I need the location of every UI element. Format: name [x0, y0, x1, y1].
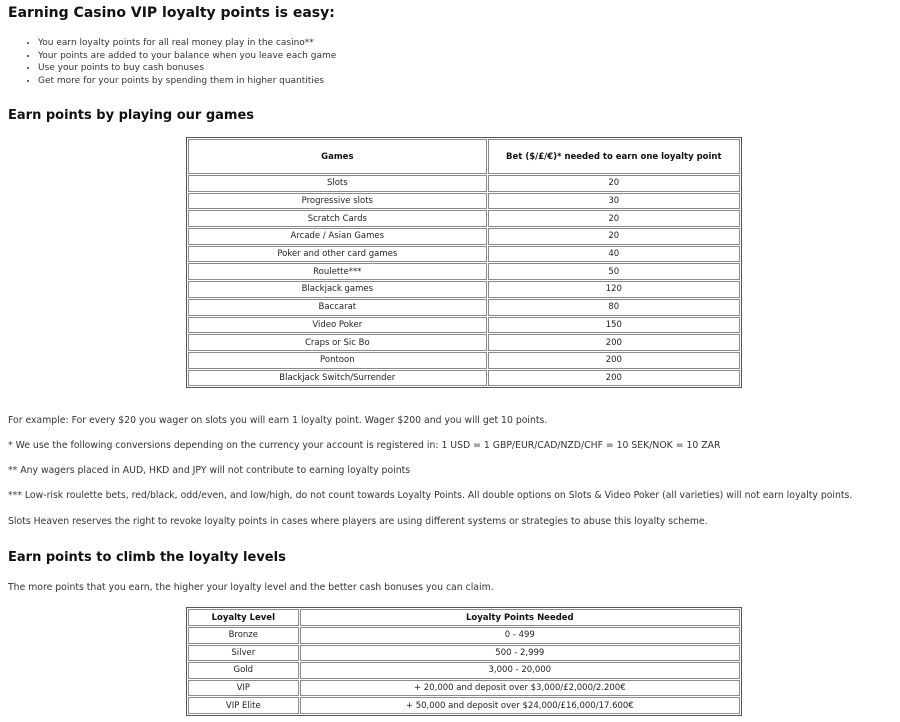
table-row — [188, 246, 740, 263]
loyalty-levels-table — [186, 607, 742, 716]
bet-value: 120 — [488, 281, 740, 298]
header-games: Games — [188, 139, 487, 174]
table-row — [188, 352, 740, 369]
table-row — [188, 680, 740, 697]
table-row — [188, 370, 740, 387]
points-needed: 500 - 2,999 — [300, 645, 740, 662]
game-name: Poker and other card games — [188, 246, 487, 263]
table-row — [188, 334, 740, 351]
bet-value: 200 — [488, 370, 740, 387]
game-name: Pontoon — [188, 352, 487, 369]
bet-value: 200 — [488, 334, 740, 351]
table-row — [188, 299, 740, 316]
game-name: Blackjack Switch/Surrender — [188, 370, 487, 387]
game-name: Baccarat — [188, 299, 487, 316]
game-name: Slots — [188, 175, 487, 192]
points-needed: 0 - 499 — [300, 627, 740, 644]
low-risk-bets-note: *** Low-risk roulette bets, red/black, odd/even, and low/high, do not count towards Loyalty Points. All double options on Slots & Video Poker (all varieties) will not earn loyalty points. — [8, 490, 853, 501]
game-name: Craps or Sic Bo — [188, 334, 487, 351]
bet-value: 30 — [488, 193, 740, 210]
example-paragraph: For example: For every $20 you wager on slots you will earn 1 loyalty point. Wager $200 and you will get 10 points. — [8, 415, 548, 426]
table-row — [188, 281, 740, 298]
level-name: Silver — [188, 645, 299, 662]
header-bet-needed: Bet ($/£/€)* needed to earn one loyalty point — [488, 139, 740, 174]
list-item: • Your points are added to your balance when you leave each game — [38, 50, 336, 63]
table-row — [188, 697, 740, 714]
game-name: Arcade / Asian Games — [188, 228, 487, 245]
levels-intro: The more points that you earn, the higher your loyalty level and the better cash bonuses you can claim. — [8, 582, 494, 593]
currency-note: * We use the following conversions depending on the currency your account is registered in: 1 USD = 1 GBP/EUR/CAD/NZD/CHF = 10 SEK/NOK = 10 ZAR — [8, 440, 721, 451]
table-row — [188, 317, 740, 334]
list-item: • You earn loyalty points for all real money play in the casino** — [38, 37, 336, 50]
table-row — [188, 263, 740, 280]
points-needed: + 20,000 and deposit over $3,000/£2,000/2.200€ — [300, 680, 740, 697]
list-item: • Use your points to buy cash bonuses — [38, 62, 336, 75]
header-points-needed: Loyalty Points Needed — [300, 609, 740, 626]
section-heading-levels: Earn points to climb the loyalty levels — [8, 550, 286, 565]
revoke-policy-note: Slots Heaven reserves the right to revoke loyalty points in cases where players are using different systems or strategies to abuse this loyalty scheme. — [8, 516, 708, 527]
bet-value: 20 — [488, 228, 740, 245]
bet-value: 20 — [488, 175, 740, 192]
table-row — [188, 645, 740, 662]
game-name: Video Poker — [188, 317, 487, 334]
game-name: Roulette*** — [188, 263, 487, 280]
bet-value: 40 — [488, 246, 740, 263]
games-points-table — [186, 137, 742, 388]
list-item: • Get more for your points by spending them in higher quantities — [38, 75, 336, 88]
bet-value: 200 — [488, 352, 740, 369]
level-name: Bronze — [188, 627, 299, 644]
table-header-row — [188, 609, 740, 626]
table-row — [188, 210, 740, 227]
table-row — [188, 175, 740, 192]
page-heading: Earning Casino VIP loyalty points is easy: — [8, 5, 335, 21]
level-name: VIP — [188, 680, 299, 697]
level-name: VIP Elite — [188, 697, 299, 714]
bet-value: 80 — [488, 299, 740, 316]
table-row — [188, 627, 740, 644]
table-row — [188, 228, 740, 245]
table-row — [188, 193, 740, 210]
bet-value: 20 — [488, 210, 740, 227]
game-name: Blackjack games — [188, 281, 487, 298]
header-loyalty-level: Loyalty Level — [188, 609, 299, 626]
level-name: Gold — [188, 662, 299, 679]
game-name: Progressive slots — [188, 193, 487, 210]
excluded-currency-note: ** Any wagers placed in AUD, HKD and JPY will not contribute to earning loyalty points — [8, 465, 411, 476]
bet-value: 150 — [488, 317, 740, 334]
points-needed: 3,000 - 20,000 — [300, 662, 740, 679]
table-row — [188, 662, 740, 679]
section-heading-games: Earn points by playing our games — [8, 108, 255, 123]
table-header-row — [188, 139, 740, 174]
points-needed: + 50,000 and deposit over $24,000/£16,000/17.600€ — [300, 697, 740, 714]
benefits-list — [22, 37, 336, 87]
game-name: Scratch Cards — [188, 210, 487, 227]
bet-value: 50 — [488, 263, 740, 280]
